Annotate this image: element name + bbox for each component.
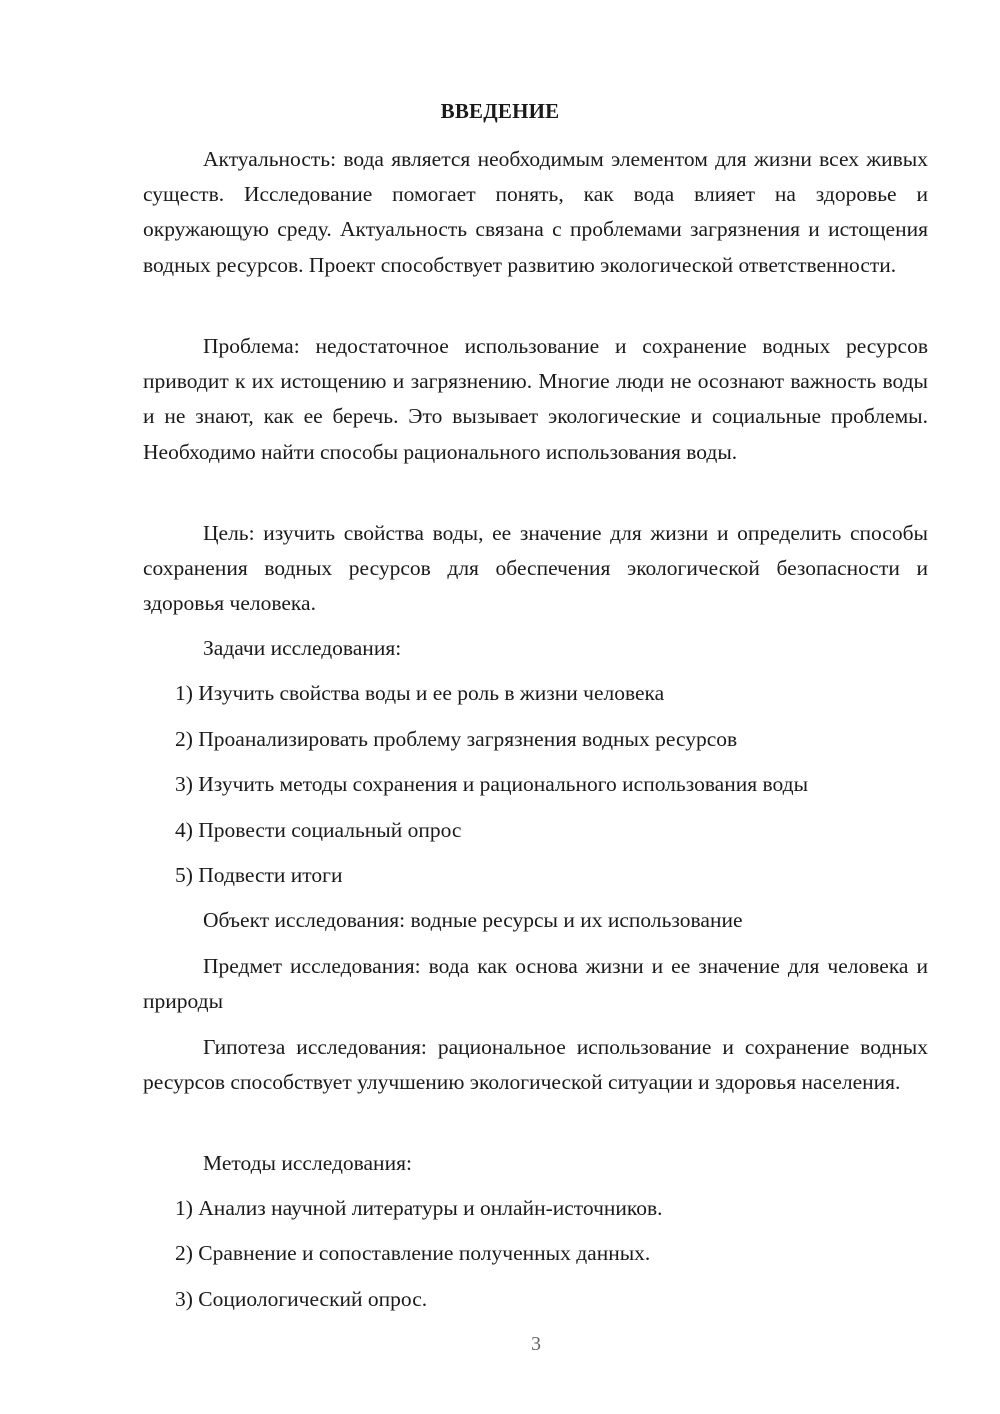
goal-paragraph: Цель: изучить свойства воды, ее значение для жизни и определить способы сохранения водных ресурсов для обеспечения экологической безопасности и здоровья человека. [143,521,928,616]
tasks-list-3 [143,767,928,802]
relevance-paragraph: Актуальность: вода является необходимым элементом для жизни всех живых существ. Исследование помогает понять, как вода влияет на здоровье и окружающую среду. Актуальность связана с проблемами загрязнения и истощения водных ресурсов. Проект способствует развитию экологической ответственности. [143,147,928,277]
tasks-list-2 [143,722,928,757]
page-title: ВВЕДЕНИЕ [440,99,560,123]
subject-paragraph: Предмет исследования: вода как основа жизни и ее значение для человека и природы [143,954,928,1014]
tasks-heading-wrap [143,631,928,666]
list-item: 3) Изучить методы сохранения и рационального использования воды [175,772,809,796]
list-item: 4) Провести социальный опрос [175,818,462,842]
object-paragraph: Объект исследования: водные ресурсы и их использование [203,908,743,932]
relevance-section [143,142,928,283]
hypothesis-paragraph: Гипотеза исследования: рациональное использование и сохранение водных ресурсов способствует улучшению экологической ситуации и здоровья населения. [143,1035,928,1095]
subject-section [143,949,928,1019]
list-item: 2) Проанализировать проблему загрязнения водных ресурсов [175,727,738,751]
methods-list-1 [143,1191,928,1226]
tasks-list-5 [143,858,928,893]
hypothesis-section [143,1030,928,1100]
list-item: 3) Социологический опрос. [175,1287,428,1311]
methods-heading: Методы исследования: [203,1151,412,1175]
problem-paragraph: Проблема: недостаточное использование и сохранение водных ресурсов приводит к их истощению и загрязнению. Многие люди не осознают важность воды и не знают, как ее беречь. Это вызывает экологические и социальные проблемы. Необходимо найти способы рационального использования воды. [143,334,928,464]
object-section [143,903,928,938]
problem-section [143,329,928,470]
methods-list-3 [143,1282,928,1317]
goal-section [143,516,928,622]
tasks-heading: Задачи исследования: [203,636,402,660]
list-item: 1) Анализ научной литературы и онлайн-источников. [175,1196,663,1220]
tasks-list-4 [143,813,928,848]
tasks-list-1 [143,676,928,711]
list-item: 1) Изучить свойства воды и ее роль в жизни человека [175,681,665,705]
list-item: 5) Подвести итоги [175,863,343,887]
methods-heading-wrap [143,1146,928,1181]
page-number: 3 [531,1333,541,1355]
methods-list-2 [143,1236,928,1271]
list-item: 2) Сравнение и сопоставление полученных данных. [175,1241,651,1265]
